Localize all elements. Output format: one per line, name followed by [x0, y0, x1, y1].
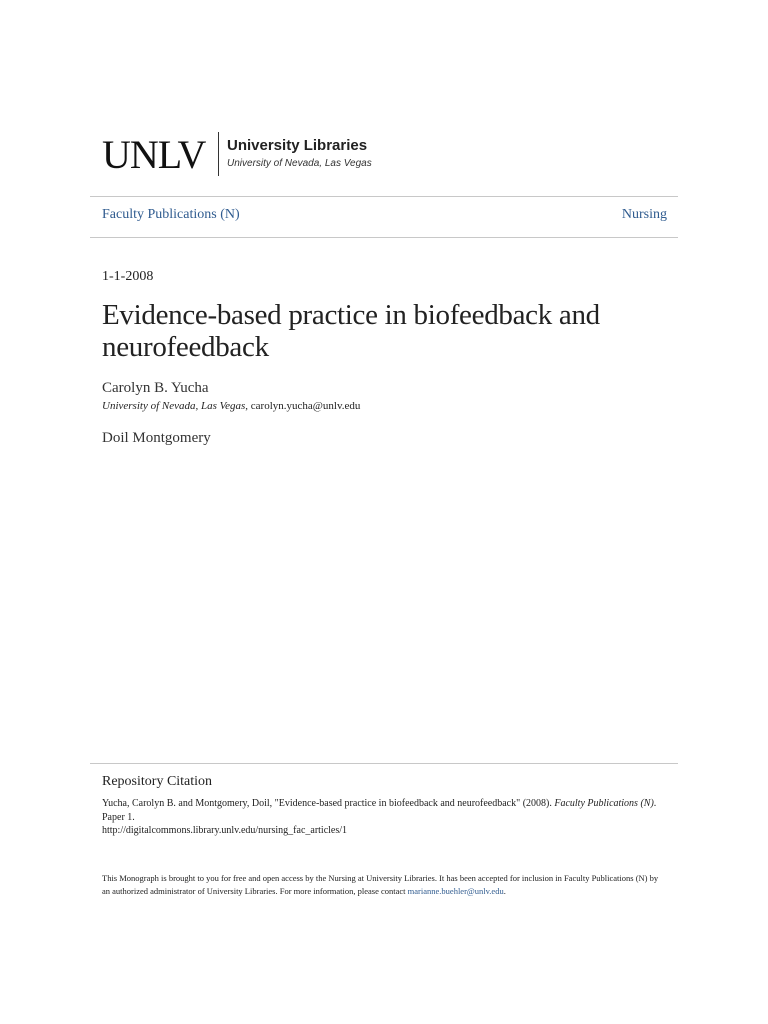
citation-series: Faculty Publications (N): [554, 798, 654, 809]
citation-body: [102, 797, 668, 838]
logo-title: University Libraries: [227, 137, 368, 154]
nav-bottom-rule: [90, 237, 678, 238]
author-name: Carolyn B. Yucha: [102, 380, 209, 396]
notice-text: This Monograph is brought to you for free and open access by the Nursing at University Libraries. It has been accepted for inclusion in Faculty Publications (N) by an authorized administrator of University Libraries. For more information, please contact: [102, 873, 659, 896]
department-link[interactable]: Nursing: [621, 207, 667, 222]
author-email: carolyn.yucha@unlv.edu: [250, 400, 361, 412]
logo-subtitle: University of Nevada, Las Vegas: [227, 158, 372, 169]
access-notice: [102, 872, 668, 897]
notice-period: .: [503, 885, 506, 896]
contact-email-link[interactable]: marianne.buehler@unlv.edu: [407, 885, 504, 896]
citation-paper: . Paper 1.: [102, 798, 657, 823]
affiliation-name: University of Nevada, Las Vegas: [102, 400, 246, 412]
citation-heading: Repository Citation: [102, 774, 213, 789]
publication-date: 1-1-2008: [102, 269, 154, 284]
unlv-logo: UNLV: [102, 132, 206, 177]
citation-url[interactable]: http://digitalcommons.library.unlv.edu/nursing_fac_articles/1: [102, 825, 348, 836]
logo-divider: [218, 132, 219, 176]
citation-text: Yucha, Carolyn B. and Montgomery, Doil, "Evidence-based practice in biofeedback and neurofeedback" (2008).: [102, 798, 555, 809]
top-rule: [90, 196, 678, 197]
paper-title: Evidence-based practice in biofeedback and neurofeedback: [102, 299, 600, 363]
author-name: Doil Montgomery: [102, 430, 211, 446]
author-affiliation: University of Nevada, Las Vegas, carolyn.yucha@unlv.edu: [102, 400, 361, 412]
collection-link[interactable]: Faculty Publications (N): [102, 207, 240, 222]
citation-rule: [90, 763, 678, 764]
